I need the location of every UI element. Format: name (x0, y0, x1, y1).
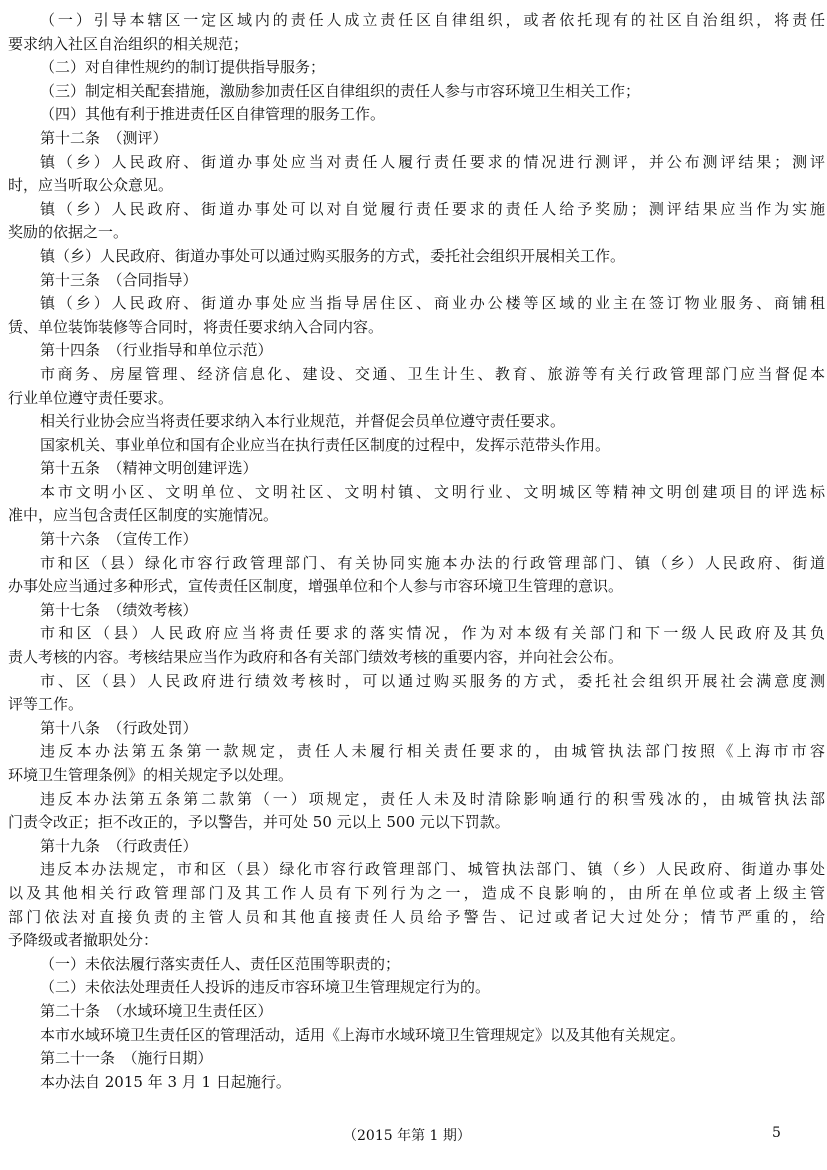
text-line: 镇（乡）人民政府、街道办事处应当对责任人履行责任要求的情况进行测评，并公布测评结果；测评 (40, 152, 825, 171)
text-line: （二）未依法处理责任人投诉的违反市容环境卫生管理规定行为的。 (40, 978, 491, 997)
text-line: 准中，应当包含责任区制度的实施情况。 (8, 506, 279, 525)
page-number: 5 (772, 1125, 781, 1141)
text-line: 本市水域环境卫生责任区的管理活动，适用《上海市水域环境卫生管理规定》以及其他有关规定。 (40, 1025, 686, 1044)
article-heading: 第十六条 （宣传工作） (40, 530, 198, 549)
text-line: （三）制定相关配套措施，激励参加责任区自律组织的责任人参与市容环境卫生相关工作； (40, 81, 641, 100)
text-line: 市和区（县）绿化市容行政管理部门、有关协同实施本办法的行政管理部门、镇（乡）人民政府、街道 (40, 553, 825, 572)
text-line: 违反本办法第五条第二款第（一）项规定，责任人未及时清除影响通行的积雪残冰的，由城管执法部 (40, 789, 825, 808)
text-line: 违反本办法规定，市和区（县）绿化市容行政管理部门、城管执法部门、镇（乡）人民政府、街道办事处 (40, 860, 825, 879)
article-heading: 第十三条 （合同指导） (40, 270, 198, 289)
text-line: 镇（乡）人民政府、街道办事处可以通过购买服务的方式，委托社会组织开展相关工作。 (40, 246, 626, 265)
text-line: 环境卫生管理条例》的相关规定予以处理。 (8, 766, 294, 784)
text-line: 要求纳入社区自治组织的相关规范； (8, 34, 249, 53)
text-line: 违反本办法第五条第一款规定，责任人未履行相关责任要求的，由城管执法部门按照《上海市市容 (40, 742, 825, 761)
text-line: 责人考核的内容。考核结果应当作为政府和各有关部门绩效考核的重要内容，并向社会公布。 (8, 648, 624, 667)
text-line: 市和区（县）人民政府应当将责任要求的落实情况，作为对本级有关部门和下一级人民政府及其负 (40, 624, 825, 643)
article-heading: 第十二条 （测评） (40, 128, 168, 147)
article-heading: 第十四条 （行业指导和单位示范） (40, 341, 273, 360)
text-line: （一）引导本辖区一定区域内的责任人成立责任区自律组织，或者依托现有的社区自治组织，将责任 (40, 11, 825, 29)
text-line: 本市文明小区、文明单位、文明社区、文明村镇、文明行业、文明城区等精神文明创建项目的评选标 (40, 482, 825, 501)
text-line: 相关行业协会应当将责任要求纳入本行业规范，并督促会员单位遵守责任要求。 (40, 412, 566, 431)
text-line: 国家机关、事业单位和国有企业应当在执行责任区制度的过程中，发挥示范带头作用。 (40, 435, 611, 454)
issue-label: （2015 年第 1 期） (343, 1128, 471, 1144)
text-line: 予降级或者撤职处分： (8, 931, 159, 950)
article-heading: 第十五条 （精神文明创建评选） (40, 459, 258, 478)
text-line: 市商务、房屋管理、经济信息化、建设、交通、卫生计生、教育、旅游等有关行政管理部门应当督促本 (40, 364, 825, 383)
text-line: 门责令改正；拒不改正的，予以警告，并可处 50 元以上 500 元以下罚款。 (8, 813, 510, 832)
text-line: 办事处应当通过多种形式，宣传责任区制度，增强单位和个人参与市容环境卫生管理的意识。 (8, 577, 624, 596)
page-footer (0, 1125, 827, 1149)
article-heading: 第十九条 （行政责任） (40, 836, 198, 855)
text-line: 镇（乡）人民政府、街道办事处应当指导居住区、商业办公楼等区域的业主在签订物业服务、商铺租 (40, 294, 825, 313)
text-line: （二）对自律性规约的制订提供指导服务； (40, 58, 326, 77)
text-line: 以及其他相关行政管理部门及其工作人员有下列行为之一，造成不良影响的，由所在单位或者上级主管 (8, 883, 825, 902)
text-line: 本办法自 2015 年 3 月 1 日起施行。 (40, 1072, 291, 1091)
article-heading: 第十八条 （行政处罚） (40, 718, 198, 737)
text-line: 行业单位遵守责任要求。 (8, 388, 174, 407)
text-line: 奖励的依据之一。 (8, 223, 129, 242)
article-heading: 第二十一条 （施行日期） (40, 1049, 213, 1068)
text-line: （一）未依法履行落实责任人、责任区范围等职责的； (40, 954, 401, 973)
text-line: 赁、单位装饰装修等合同时，将责任要求纳入合同内容。 (8, 317, 384, 336)
article-heading: 第二十条 （水域环境卫生责任区） (40, 1001, 273, 1020)
text-line: 评等工作。 (8, 695, 84, 714)
text-line: 市、区（县）人民政府进行绩效考核时，可以通过购买服务的方式，委托社会组织开展社会满意度测 (40, 671, 825, 690)
text-line: （四）其他有利于推进责任区自律管理的服务工作。 (40, 105, 386, 124)
text-line: 时，应当听取公众意见。 (8, 176, 174, 195)
text-line: 部门依法对直接负责的主管人员和其他直接责任人员给予警告、记过或者记大过处分；情节严重的，给 (8, 907, 825, 926)
document-body (8, 9, 825, 1094)
article-heading: 第十七条 （绩效考核） (40, 600, 198, 619)
text-line: 镇（乡）人民政府、街道办事处可以对自觉履行责任要求的责任人给予奖励；测评结果应当作为实施 (40, 199, 825, 218)
